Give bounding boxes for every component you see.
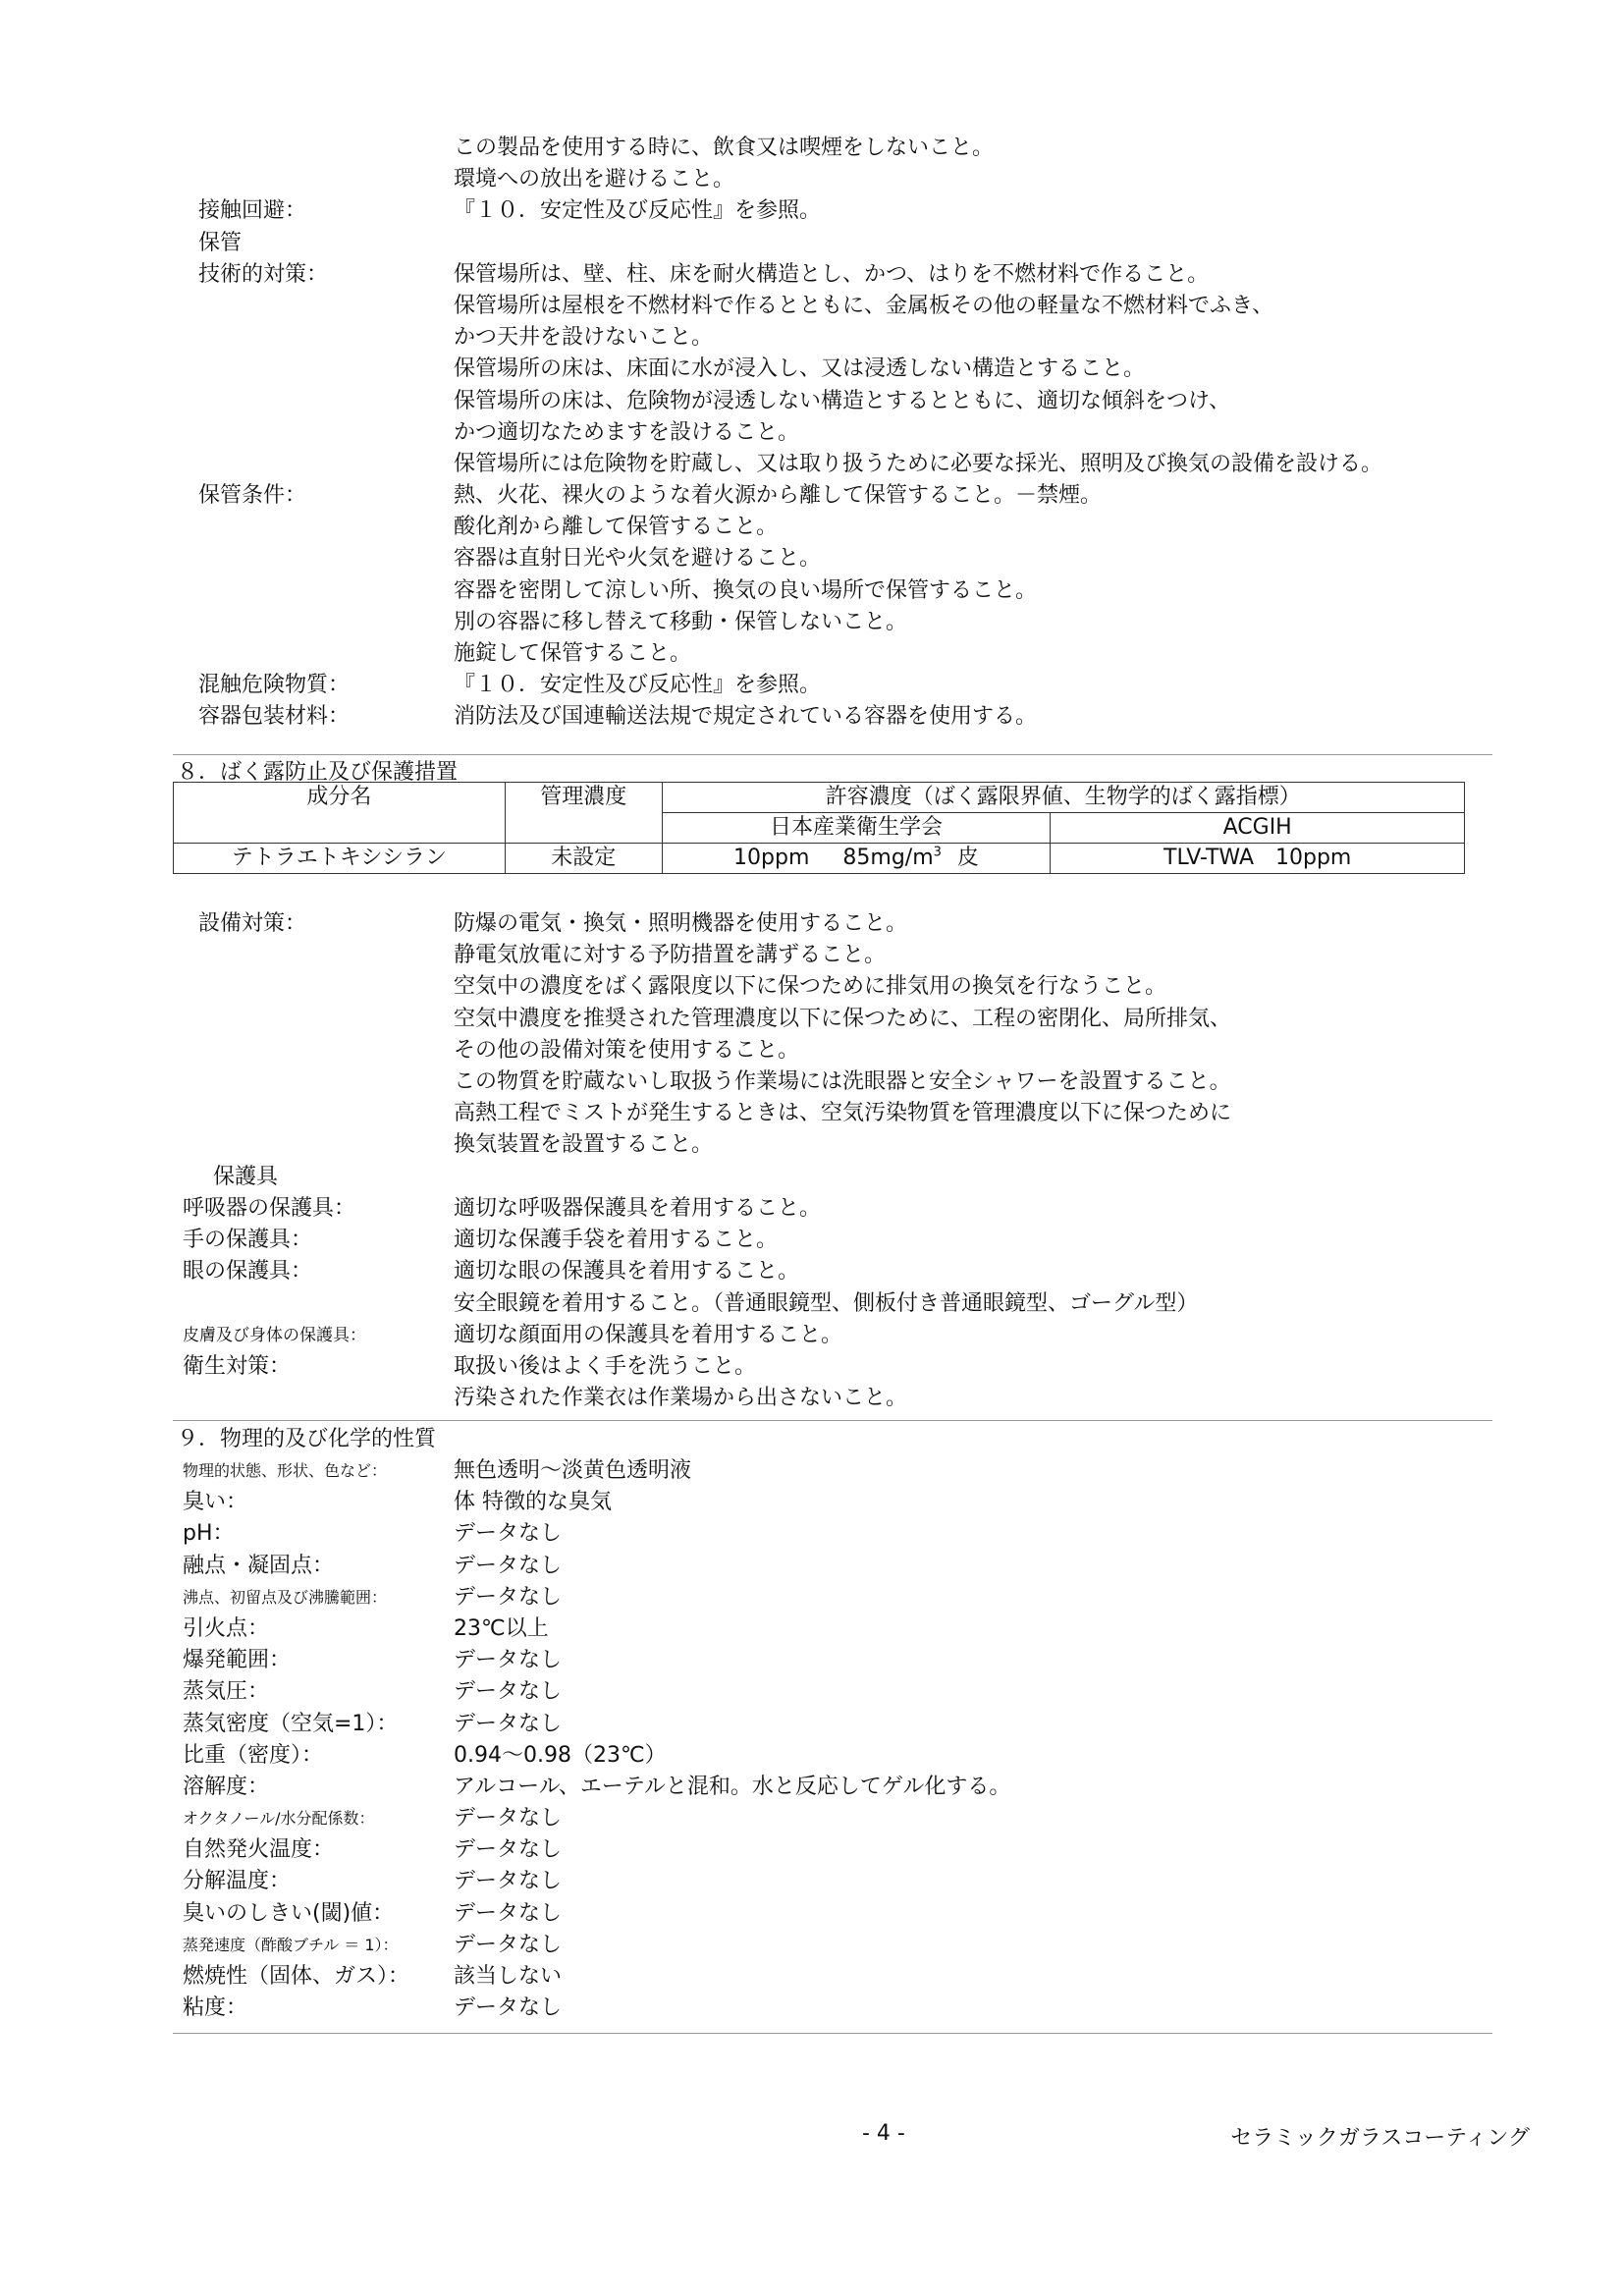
- item-value: 0.94～0.98（23℃）: [454, 1742, 667, 1768]
- list-item: [177, 1961, 1492, 1993]
- item-value: 静電気放電に対する予防措置を講ずること。: [454, 943, 887, 968]
- item-label: 眼の保護具：: [183, 1259, 313, 1285]
- item-value: 23℃以上: [454, 1615, 549, 1641]
- item-label: [177, 940, 454, 971]
- divider: [173, 754, 1492, 755]
- header-component: 成分名: [174, 783, 506, 844]
- header-acgih: ACGIH: [1051, 813, 1465, 844]
- item-value: 保管場所は屋根を不燃材料で作るとともに、金属板その他の軽量な不燃材料でふき、: [454, 293, 1274, 318]
- header-control-concentration: 管理濃度: [505, 783, 662, 844]
- item-value: 『１０．安定性及び反応性』を参照。: [454, 673, 822, 698]
- item-label: 引火点：: [183, 1615, 270, 1641]
- item-value: データなし: [454, 1584, 563, 1610]
- item-value: 環境への放出を避けること。: [454, 167, 735, 192]
- item-label: [177, 1288, 454, 1320]
- item-value: データなし: [454, 1553, 563, 1578]
- section-9-title: ９．物理的及び化学的性質: [177, 1427, 437, 1451]
- item-value: 換気装置を設置すること。: [454, 1132, 714, 1158]
- item-label: [177, 638, 454, 670]
- list-item: [177, 1225, 1492, 1256]
- item-value: データなし: [454, 1995, 563, 2021]
- item-value: データなし: [454, 1837, 563, 1863]
- table-row: [174, 844, 1465, 874]
- item-label: 接触回避：: [198, 198, 307, 224]
- item-label: 分解温度：: [183, 1869, 292, 1894]
- header-jsoh: 日本産業衛生学会: [662, 813, 1051, 844]
- item-value: データなし: [454, 1521, 563, 1547]
- item-value: 適切な顔面用の保護具を着用すること。: [454, 1322, 843, 1347]
- cell-acgih: TLV-TWA 10ppm: [1051, 844, 1465, 874]
- item-label: 手の保護具：: [183, 1228, 313, 1253]
- item-value: かつ適切なためますを設けること。: [454, 419, 800, 445]
- list-item: [177, 449, 1492, 480]
- item-value: 酸化剤から離して保管すること。: [454, 515, 779, 540]
- list-item: [177, 1035, 1492, 1066]
- list-item: [177, 512, 1492, 543]
- item-label: 保管条件：: [198, 483, 307, 509]
- item-value: その他の設備対策を使用すること。: [454, 1037, 800, 1063]
- item-value: アルコール、エーテルと混和。水と反応してゲル化する。: [454, 1774, 1011, 1799]
- item-label: 臭いのしきい(閾)値：: [183, 1900, 395, 1926]
- item-value: 取扱い後はよく手を洗うこと。: [454, 1353, 757, 1379]
- list-item: [177, 259, 1492, 291]
- item-label: [177, 575, 454, 607]
- item-label: [177, 449, 454, 480]
- list-item: [177, 228, 1492, 259]
- list-item: [177, 670, 1492, 701]
- item-value: 空気中の濃度をばく露限度以下に保つために排気用の換気を行なうこと。: [454, 974, 1167, 1000]
- list-item: [177, 1256, 1492, 1287]
- jsoh-skin: 皮: [956, 846, 979, 870]
- table-header-row: [174, 783, 1465, 813]
- item-value: データなし: [454, 1711, 563, 1736]
- item-label: 保管: [198, 230, 243, 255]
- item-value: 保管場所の床は、危険物が浸透しない構造とするとともに、適切な傾斜をつけ、: [454, 388, 1231, 413]
- list-item: [177, 1320, 1492, 1351]
- item-label: [177, 386, 454, 417]
- item-label: 粘度：: [183, 1995, 248, 2021]
- item-label: [177, 1383, 454, 1414]
- item-label: [177, 133, 454, 164]
- item-value: 別の容器に移し替えて移動・保管しないこと。: [454, 609, 908, 634]
- list-item: [177, 971, 1492, 1003]
- item-value: 消防法及び国連輸送法規で規定されている容器を使用する。: [454, 704, 1038, 730]
- divider: [173, 2033, 1492, 2034]
- item-label: 爆発範囲：: [183, 1648, 292, 1673]
- item-label: 沸点、初留点及び沸騰範囲：: [183, 1587, 388, 1607]
- item-label: 容器包装材料：: [198, 704, 351, 730]
- item-value: 施錠して保管すること。: [454, 641, 692, 666]
- item-label: [177, 164, 454, 195]
- list-item: [177, 1383, 1492, 1414]
- item-value: 熱、火花、裸火のような着火源から離して保管すること。－禁煙。: [454, 483, 1103, 509]
- section-8-title: ８．ばく露防止及び保護措置: [177, 760, 459, 785]
- list-item: [177, 1866, 1492, 1897]
- item-label: 衛生対策：: [183, 1353, 292, 1379]
- list-item: [177, 607, 1492, 638]
- item-value: 体 特徴的な臭気: [454, 1490, 612, 1515]
- item-label: オクタノール/水分配係数：: [183, 1809, 375, 1829]
- list-item: [177, 1487, 1492, 1518]
- item-label: 溶解度：: [183, 1774, 270, 1799]
- list-item: [177, 1930, 1492, 1961]
- item-value: 防爆の電気・換気・照明機器を使用すること。: [454, 911, 908, 936]
- product-name: セラミックガラスコーティング: [1230, 2126, 1530, 2151]
- exposure-limits-table: [173, 782, 1465, 874]
- item-label: [177, 1035, 454, 1066]
- list-item: [177, 575, 1492, 607]
- item-value: データなし: [454, 1806, 563, 1831]
- item-value: 『１０．安定性及び反応性』を参照。: [454, 198, 822, 224]
- item-label: 皮膚及び身体の保護具：: [183, 1325, 366, 1345]
- list-item: [177, 638, 1492, 670]
- list-item: [177, 480, 1492, 512]
- cell-control: 未設定: [505, 844, 662, 874]
- item-value: 空気中濃度を推奨された管理濃度以下に保つために、工程の密閉化、局所排気、: [454, 1006, 1232, 1031]
- item-label: [177, 1098, 454, 1129]
- list-item: [177, 354, 1492, 385]
- item-label: 設備対策：: [198, 911, 307, 936]
- item-label: 技術的対策：: [198, 261, 329, 287]
- item-label: 物理的状態、形状、色など：: [183, 1461, 388, 1480]
- list-item: [177, 1129, 1492, 1161]
- physical-properties: [177, 1455, 1492, 2024]
- item-label: [177, 607, 454, 638]
- list-item: [177, 1898, 1492, 1930]
- item-label: [177, 354, 454, 385]
- item-value: 汚染された作業衣は作業場から出さないこと。: [454, 1386, 908, 1411]
- item-value: データなし: [454, 1869, 563, 1894]
- list-item: [177, 1772, 1492, 1803]
- list-item: [177, 1645, 1492, 1676]
- item-value: 容器を密閉して涼しい所、換気の良い場所で保管すること。: [454, 577, 1038, 603]
- item-label: 自然発火温度：: [183, 1837, 335, 1863]
- list-item: [177, 417, 1492, 449]
- item-value: データなし: [454, 1900, 563, 1926]
- list-item: [177, 701, 1492, 733]
- list-item: [177, 1004, 1492, 1035]
- item-value: データなし: [454, 1932, 563, 1957]
- list-item: [177, 291, 1492, 322]
- header-allowable-concentration: 許容濃度（ばく露限界値、生物学的ばく露指標）: [662, 783, 1464, 813]
- list-item: [177, 1709, 1492, 1740]
- item-value: [454, 228, 1492, 259]
- item-label: 蒸気密度（空気=1）：: [183, 1711, 399, 1736]
- list-item: [177, 940, 1492, 971]
- list-item: [177, 1193, 1492, 1225]
- item-value: データなし: [454, 1648, 563, 1673]
- item-label: 燃焼性（固体、ガス）：: [183, 1964, 410, 1989]
- item-value: 適切な眼の保護具を着用すること。: [454, 1259, 800, 1285]
- item-label: [177, 971, 454, 1003]
- divider: [173, 1420, 1492, 1421]
- item-value: この製品を使用する時に、飲食又は喫煙をしないこと。: [454, 136, 995, 160]
- item-label: 呼吸器の保護具：: [183, 1196, 356, 1221]
- list-item: [177, 908, 1492, 940]
- item-value: 容器は直射日光や火気を避けること。: [454, 546, 822, 572]
- list-item: [177, 1993, 1492, 2024]
- item-label: [177, 1066, 454, 1098]
- item-value: かつ天井を設けないこと。: [454, 325, 714, 351]
- list-item: [177, 1613, 1492, 1645]
- list-item: [177, 322, 1492, 354]
- item-label: [177, 322, 454, 354]
- storage-section: [177, 133, 1492, 734]
- item-label: 蒸発速度（酢酸ブチル ＝ 1）：: [183, 1935, 399, 1954]
- list-item: [177, 1803, 1492, 1834]
- item-value: 保管場所には危険物を貯蔵し、又は取り扱うために必要な採光、照明及び換気の設備を設ける。: [454, 451, 1383, 476]
- protective-heading: 保護具: [213, 1165, 279, 1189]
- list-item: [177, 1098, 1492, 1129]
- item-value: 安全眼鏡を着用すること。（普通眼鏡型、側板付き普通眼鏡型、ゴーグル型）: [454, 1290, 1199, 1316]
- item-label: [177, 512, 454, 543]
- list-item: [177, 1676, 1492, 1708]
- item-label: pH：: [183, 1521, 235, 1547]
- item-label: [177, 291, 454, 322]
- page-number: - 4 -: [862, 2121, 905, 2146]
- item-value: 該当しない: [454, 1964, 563, 1989]
- item-label: 融点・凝固点：: [183, 1553, 335, 1578]
- cell-component: テトラエトキシシラン: [174, 844, 506, 874]
- list-item: [177, 1740, 1492, 1772]
- cell-jsoh: [662, 844, 1051, 874]
- item-label: 蒸気圧：: [183, 1679, 270, 1705]
- list-item: [177, 386, 1492, 417]
- item-value: 高熱工程でミストが発生するときは、空気汚染物質を管理濃度以下に保つために: [454, 1101, 1232, 1126]
- item-label: [177, 1129, 454, 1161]
- item-value: 適切な保護手袋を着用すること。: [454, 1228, 779, 1253]
- jsoh-mg: 85mg/m: [842, 846, 934, 870]
- protective-heading-wrap: [177, 1162, 1492, 1193]
- list-item: [177, 1066, 1492, 1098]
- jsoh-superscript: 3: [933, 845, 942, 860]
- list-item: [177, 1834, 1492, 1866]
- list-item: [177, 133, 1492, 164]
- list-item: [177, 1551, 1492, 1582]
- list-item: [177, 195, 1492, 227]
- item-value: データなし: [454, 1679, 563, 1705]
- equipment-measures: [177, 908, 1492, 1162]
- item-label: 臭い：: [183, 1490, 248, 1515]
- item-value: 無色透明～淡黄色透明液: [454, 1458, 692, 1483]
- list-item: [177, 543, 1492, 574]
- item-label: 混触危険物質：: [198, 673, 351, 698]
- list-item: [177, 1455, 1492, 1487]
- item-value: この物質を貯蔵ないし取扱う作業場には洗眼器と安全シャワーを設置すること。: [454, 1068, 1231, 1094]
- item-label: [177, 417, 454, 449]
- list-item: [177, 164, 1492, 195]
- item-value: 保管場所の床は、床面に水が浸入し、又は浸透しない構造とすること。: [454, 356, 1146, 382]
- item-value: 適切な呼吸器保護具を着用すること。: [454, 1196, 822, 1221]
- item-label: 比重（密度）：: [183, 1742, 324, 1768]
- protective-equipment: [177, 1193, 1492, 1414]
- list-item: [177, 1518, 1492, 1550]
- jsoh-ppm: 10ppm: [733, 846, 810, 870]
- list-item: [177, 1288, 1492, 1320]
- item-label: [177, 1004, 454, 1035]
- item-value: 保管場所は、壁、柱、床を耐火構造とし、かつ、はりを不燃材料で作ること。: [454, 261, 1210, 287]
- item-label: [177, 543, 454, 574]
- list-item: [177, 1351, 1492, 1383]
- list-item: [177, 1582, 1492, 1613]
